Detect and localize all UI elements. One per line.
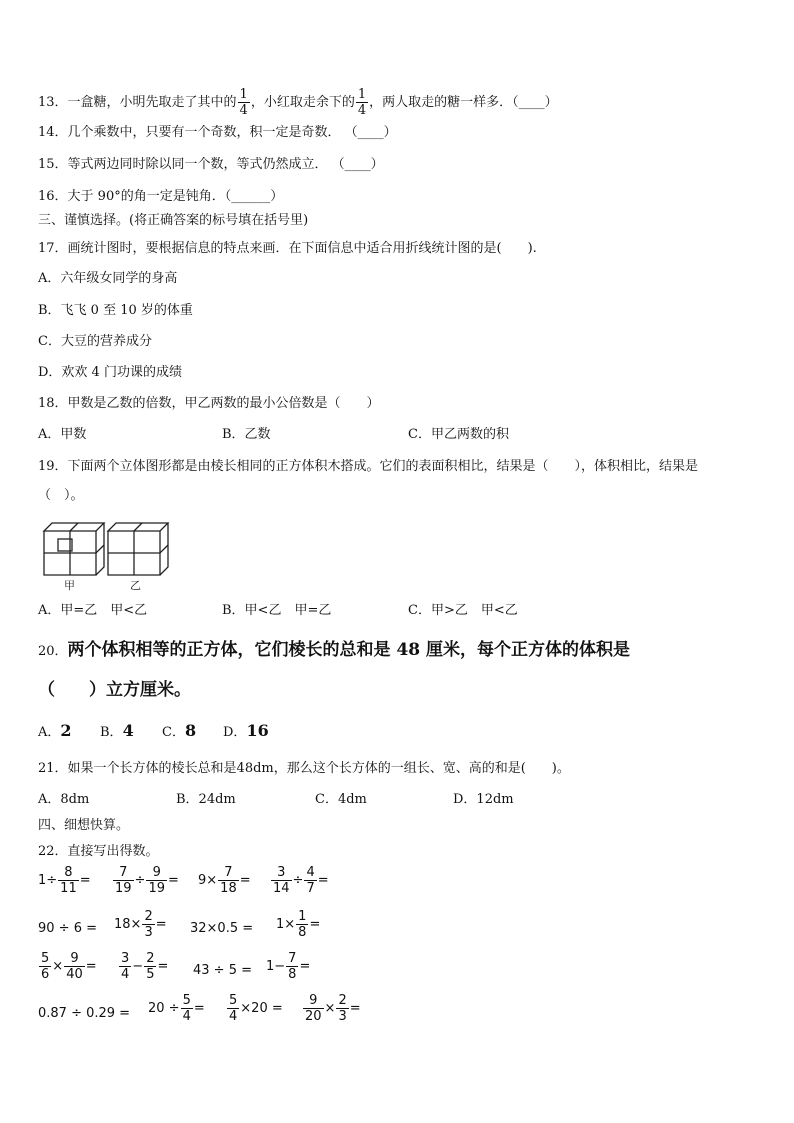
- q13-text-post: ，两人取走的糖一样多．（____）: [369, 95, 558, 110]
- question-21-stem: 21．如果一个长方体的棱长总和是48dm，那么这个长方体的一组长、宽、高的和是( )。: [38, 761, 570, 776]
- q19-option-c: C．甲>乙 甲<乙: [408, 603, 518, 618]
- calc-r4-b: 20 ÷ $\frac{5}{4}$ =: [148, 993, 205, 1024]
- section-4-heading: 四、细想快算。: [38, 818, 130, 833]
- question-17-stem: 17．画统计图时，要根据信息的特点来画．在下面信息中适合用折线统计图的是( ).: [38, 241, 537, 256]
- calc-r1-d: $\frac{3}{14}$ ÷ $\frac{4}{7}$ =: [273, 865, 329, 896]
- calc-r2-d: 1× $\frac{1}{8}$ =: [276, 909, 321, 940]
- question-20-line-1: [38, 638, 630, 662]
- q21-option-d: D．12dm: [453, 792, 514, 807]
- calc-r1-c: 9× $\frac{7}{18}$ =: [198, 865, 251, 896]
- calc-r3-b: $\frac{3}{4}$ − $\frac{2}{5}$ =: [121, 951, 169, 982]
- question-13: [38, 88, 558, 117]
- q17-option-d: D．欢欢 4 门功课的成绩: [38, 365, 182, 380]
- question-18-stem: 18．甲数是乙数的倍数，甲乙两数的最小公倍数是（ ）: [38, 396, 380, 411]
- calc-r1-a: 1÷ $\frac{8}{11}$ =: [38, 865, 91, 896]
- q19-label-jia: 甲: [64, 579, 75, 592]
- q13-fraction-1: $\frac{1}{4}$: [239, 87, 248, 118]
- q18-option-a: A．甲数: [38, 427, 87, 442]
- question-22-stem: 22．直接写出得数。: [38, 844, 159, 859]
- calc-r3-c: 43 ÷ 5 =: [193, 963, 252, 978]
- calc-r3-d: 1− $\frac{7}{8}$ =: [266, 951, 311, 982]
- q19-option-a: A．甲=乙 甲<乙: [38, 603, 148, 618]
- question-19-stem: 19．下面两个立体图形都是由棱长相同的正方体积木搭成。它们的表面积相比，结果是（ ），体积相比，结果是: [38, 459, 699, 474]
- calc-r4-a: 0.87 ÷ 0.29 =: [38, 1006, 131, 1021]
- q20-option-d: D．16: [223, 721, 269, 740]
- q20-number: 20．: [38, 644, 68, 659]
- calc-r4-d: $\frac{9}{20}$ × $\frac{2}{3}$ =: [305, 993, 361, 1024]
- section-3-heading: 三、谨慎选择。(将正确答案的标号填在括号里): [38, 213, 309, 228]
- calc-r4-c: $\frac{5}{4}$ ×20 =: [229, 993, 283, 1024]
- calc-r1-b: $\frac{7}{19}$ ÷ $\frac{9}{19}$ =: [115, 865, 179, 896]
- q20-option-c: C．8: [162, 721, 197, 740]
- calc-r2-b: 18× $\frac{2}{3}$ =: [114, 909, 167, 940]
- q19-option-b: B．甲<乙 甲=乙: [222, 603, 332, 618]
- q13-fraction-2: $\frac{1}{4}$: [357, 87, 367, 118]
- q21-option-c: C．4dm: [315, 792, 367, 807]
- q17-option-c: C．大豆的营养成分: [38, 334, 152, 349]
- q21-option-b: B．24dm: [176, 792, 236, 807]
- calc-r3-a: $\frac{5}{6}$ × $\frac{9}{40}$ =: [41, 951, 97, 982]
- q20-option-a: A．2: [38, 721, 72, 740]
- q21-option-a: A．8dm: [38, 792, 90, 807]
- question-16: 16．大于 90°的角一定是钝角．（______）: [38, 189, 284, 204]
- question-20-line-2: （ ）立方厘米。: [38, 680, 191, 700]
- question-15: 15．等式两边同时除以同一个数，等式仍然成立． （____）: [38, 157, 384, 172]
- q17-option-b: B．飞飞 0 至 10 岁的体重: [38, 303, 193, 318]
- q19-label-yi: 乙: [130, 579, 141, 592]
- calc-r2-c: 32×0.5 =: [190, 921, 254, 936]
- q18-option-b: B．乙数: [222, 427, 271, 442]
- q20-text-1: 两个体积相等的正方体，它们棱长的总和是 48 厘米，每个正方体的体积是: [67, 640, 631, 660]
- question-14: 14．几个乘数中，只要有一个奇数，积一定是奇数． （____）: [38, 125, 397, 140]
- question-19-stem-2: （ ）。: [38, 488, 84, 503]
- q17-option-a: A．六年级女同学的身高: [38, 271, 178, 286]
- q13-text-mid: ，小红取走余下的: [250, 95, 355, 110]
- q19-cube-figures: [38, 517, 178, 593]
- q18-option-c: C．甲乙两数的积: [408, 427, 509, 442]
- q20-option-b: B．4: [100, 721, 134, 740]
- calc-r2-a: 90 ÷ 6 =: [38, 921, 97, 936]
- q13-text-pre: 13．一盒糖，小明先取走了其中的: [38, 95, 237, 110]
